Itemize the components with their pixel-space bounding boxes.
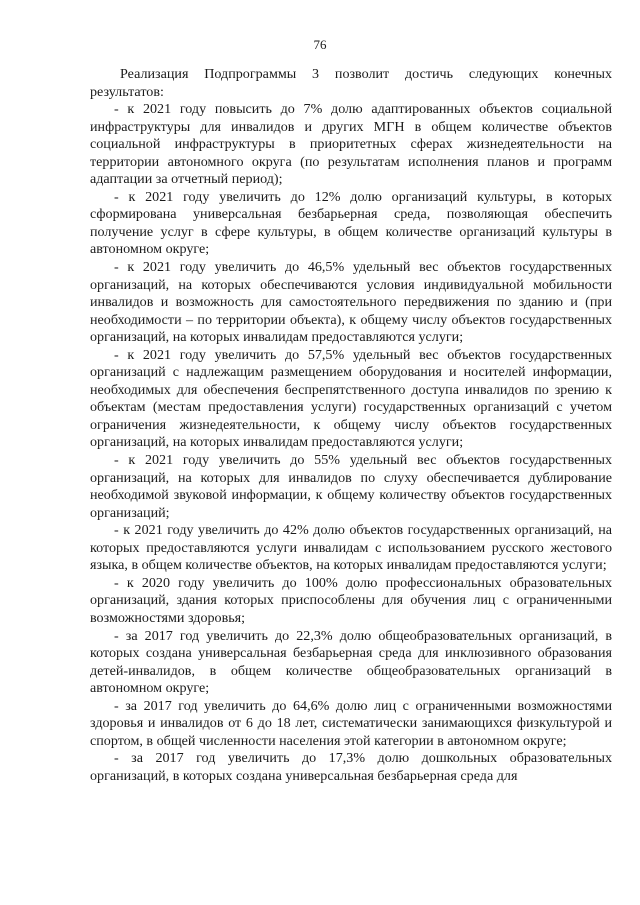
result-item-accessible-infrastructure: - к 2021 году повысить до 7% долю адаптированных объектов социальной инфраструктуры для инвалидов и других МГН в общем количестве объектов социальной инфраструктуры в приоритетных сферах жизнедеятельности на территории автономного округа (по результатам исполнения планов и программ адаптации за отчетный период);	[90, 101, 612, 188]
result-item-individual-mobility: - к 2021 году увеличить до 46,5% удельный вес объектов государственных организаций, на которых обеспечиваются условия индивидуальной мобильности инвалидов и возможность для самостоятельного передвижения по зданию и (при необходимости – по территории объекта), к общему числу объектов государственных организаций, на которых инвалидам предоставляются услуги;	[90, 259, 612, 346]
result-item-general-education: - за 2017 год увеличить до 22,3% долю общеобразовательных организаций, в которых создана универсальная безбарьерная среда для инклюзивного образования детей-инвалидов, в общем количестве общеобразовательных организаций в автономном округе;	[90, 627, 612, 697]
result-item-sign-language-services: - к 2021 году увеличить до 42% долю объектов государственных организаций, на которых предоставляются услуги инвалидам с использованием русского жестового языка, в общем количестве объектов, на которых инвалидам предоставляются услуги;	[90, 522, 612, 574]
intro-paragraph: Реализация Подпрограммы 3 позволит достичь следующих конечных результатов:	[90, 66, 612, 100]
result-item-sports-participation: - за 2017 год увеличить до 64,6% долю лиц с ограниченными возможностями здоровья и инвалидов от 6 до 18 лет, систематически занимающихся физкультурой и спортом, в общей численности населения этой категории в автономном округе;	[90, 697, 612, 749]
result-item-professional-education: - к 2020 году увеличить до 100% долю профессиональных образовательных организаций, здания которых приспособлены для обучения лиц с ограниченными возможностями здоровья;	[90, 574, 612, 626]
page-number: 76	[313, 37, 327, 52]
result-item-visual-impairment-access: - к 2021 году увеличить до 57,5% удельный вес объектов государственных организаций с надлежащим размещением оборудования и носителей информации, необходимых для обеспечения беспрепятственного доступа инвалидов по зрению к объектам (местам предоставления услуги) государственных организаций с учетом ограничения жизнедеятельности, к общему числу объектов государственных организаций, на которых инвалидам предоставляются услуги;	[90, 346, 612, 451]
result-item-culture-organizations: - к 2021 году увеличить до 12% долю организаций культуры, в которых сформирована универсальная безбарьерная среда, позволяющая обеспечить получение услуг в сфере культуры, в общем количестве организаций культуры в автономном округе;	[90, 188, 612, 258]
result-item-hearing-impairment-info: - к 2021 году увеличить до 55% удельный вес объектов государственных организаций, на которых для инвалидов по слуху обеспечивается дублирование необходимой звуковой информации, к общему количеству объектов государственных организаций;	[90, 452, 612, 521]
result-item-preschool-organizations: - за 2017 год увеличить до 17,3% долю дошкольных образовательных организаций, в которых создана универсальная безбарьерная среда для	[90, 750, 612, 784]
document-body	[90, 66, 612, 785]
